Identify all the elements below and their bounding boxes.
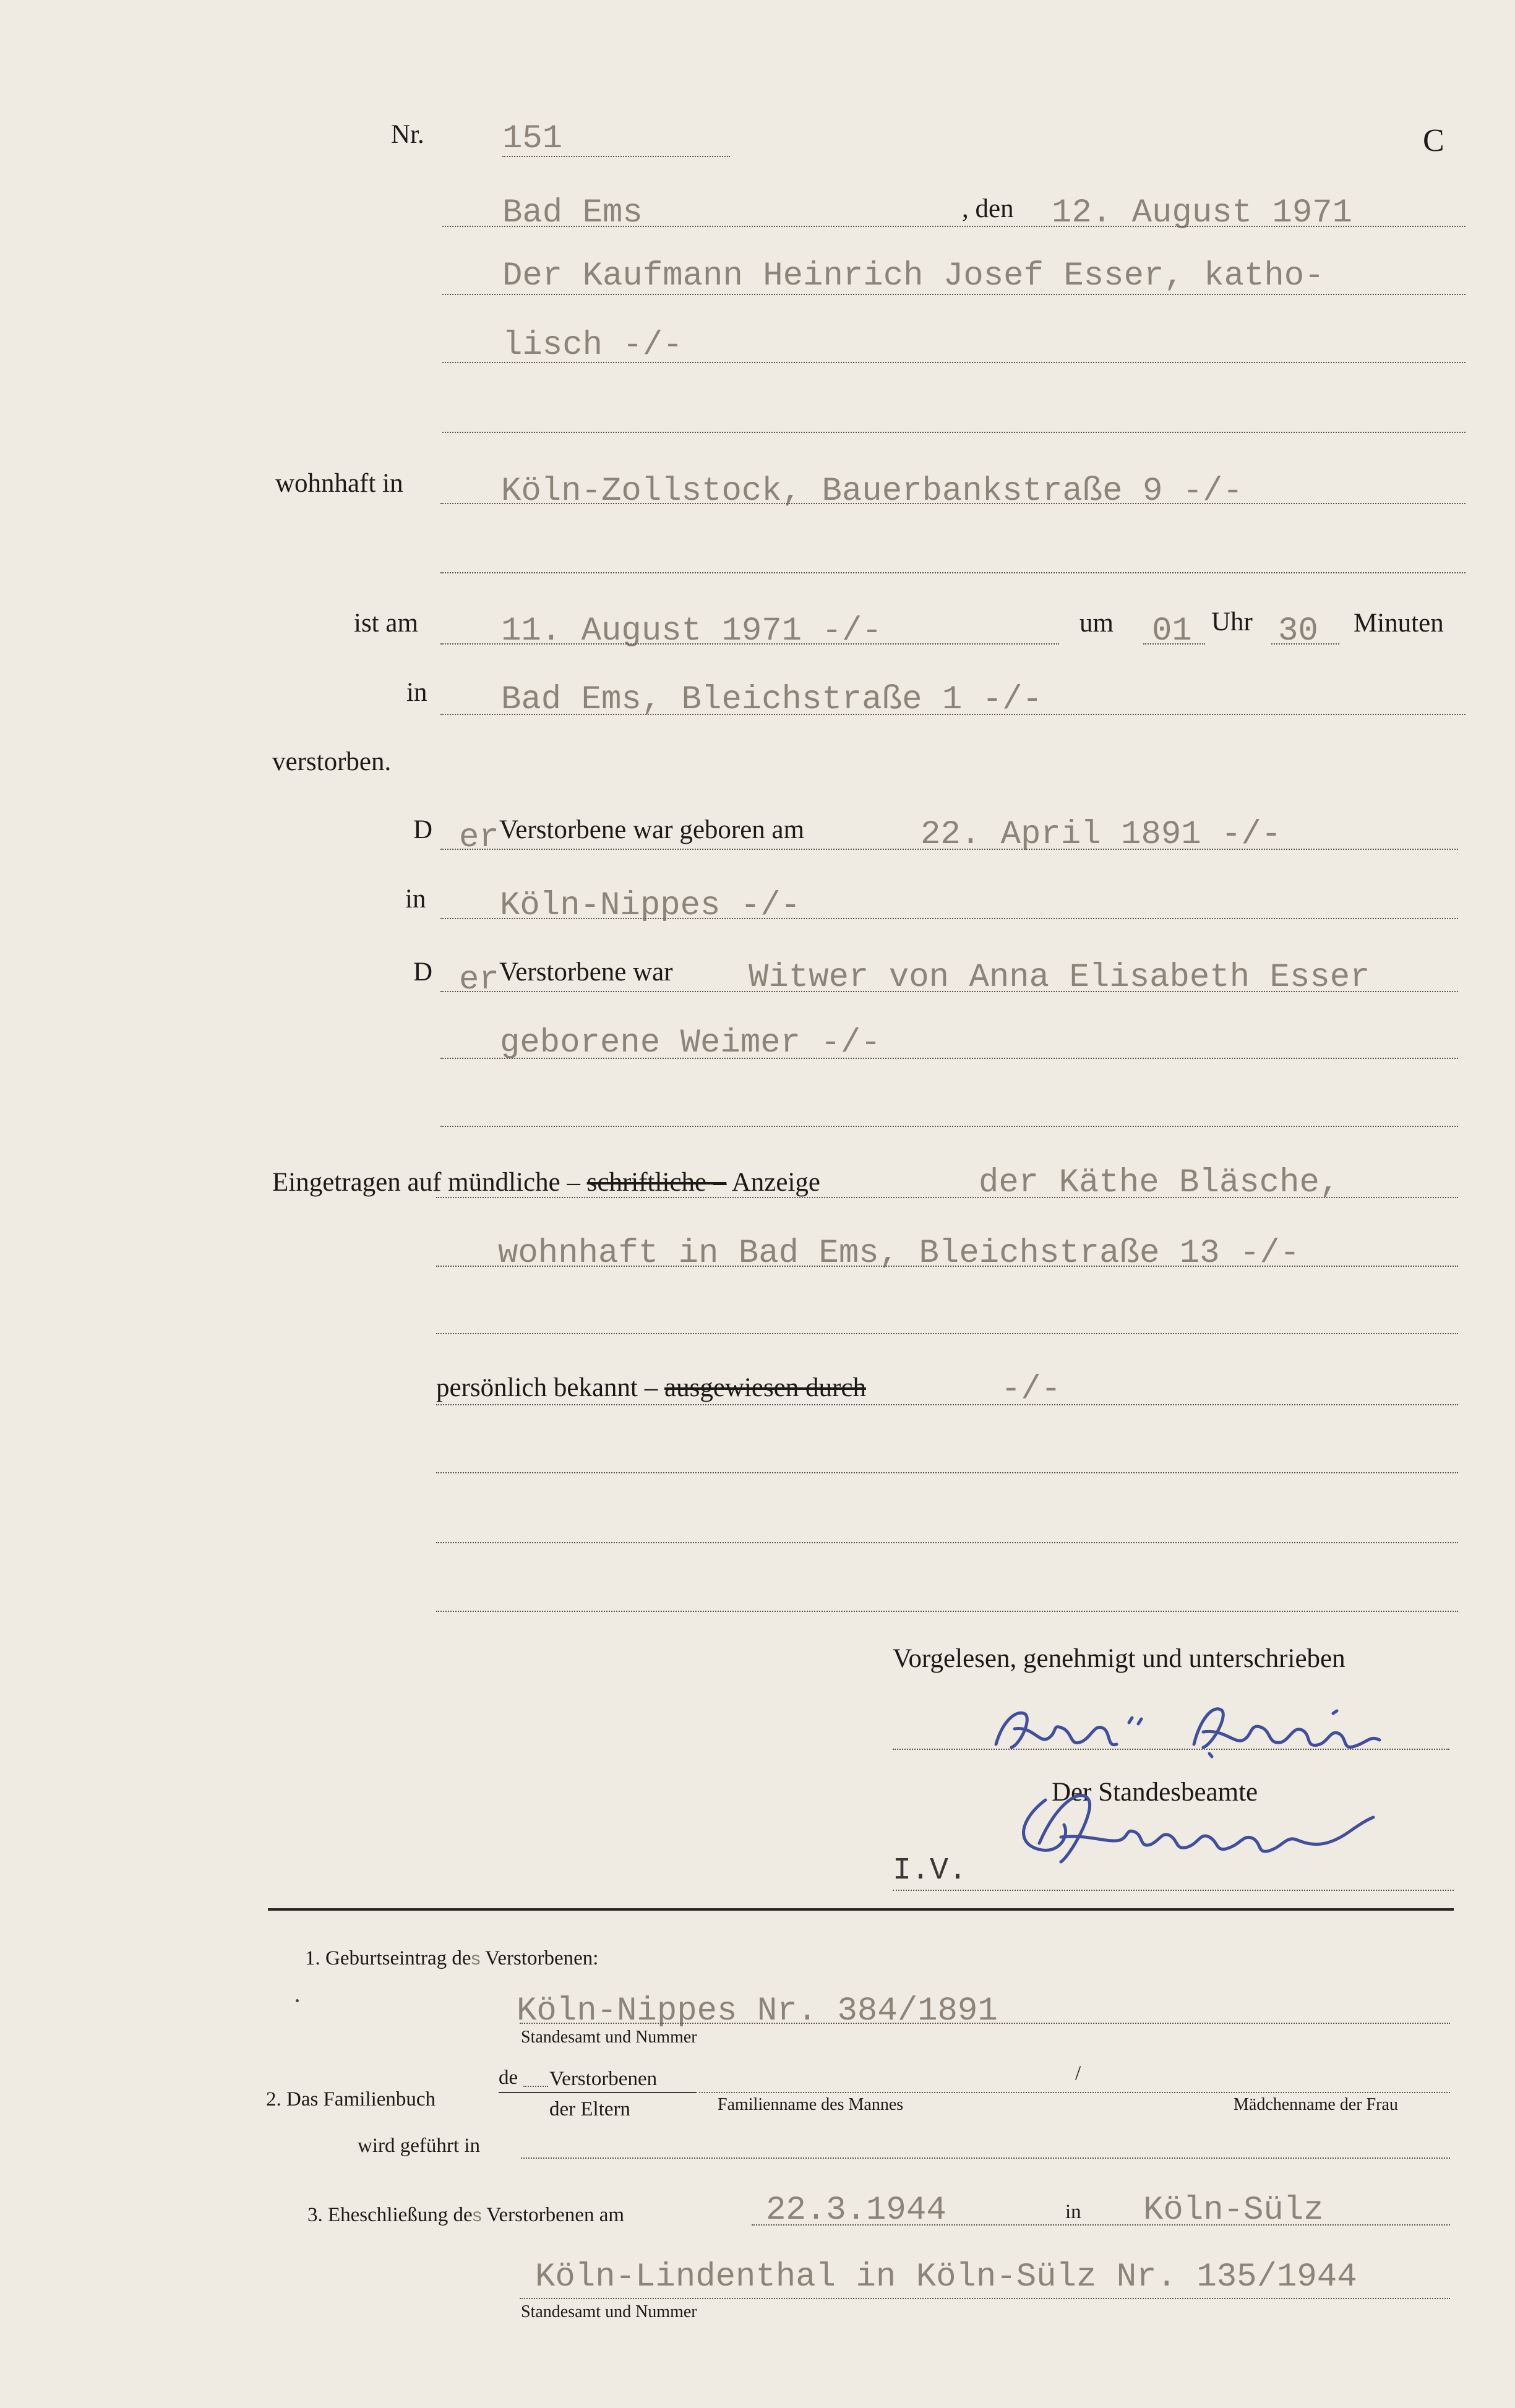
registration-rule-3 [436,1333,1458,1334]
nr-label: Nr. [391,120,424,149]
death-in-label: in [406,678,427,707]
um-label: um [1079,609,1114,638]
footer-item-2-ending-rule [523,2086,548,2087]
person-line-1: Der Kaufmann Heinrich Josef Esser, katho- [502,257,1324,295]
birth-ending: er [459,819,499,857]
marital-line-1: Witwer von Anna Elisabeth Esser [749,959,1370,996]
footer-item-3-place: Köln-Sülz [1143,2192,1324,2229]
identity-rule-2 [436,1472,1458,1473]
footer-item-3-caption: Standesamt und Nummer [521,2302,697,2321]
birth-place: Köln-Nippes -/- [500,887,801,925]
footer-item-2-frau-caption: Mädchenname der Frau [1234,2095,1398,2114]
identity-rule-4 [436,1611,1458,1612]
identity-rule-3 [436,1542,1458,1543]
footer-item-3-in: in [1065,2201,1081,2223]
footer-item-3-rule [752,2224,1450,2226]
registration-label [272,1169,820,1196]
birth-place-rule [440,918,1458,919]
footer-item-1-label-a: 1. Geburtseintrag de [305,1947,471,1969]
footer-item-1-label-b: Verstorbenen: [485,1947,599,1969]
marital-line-2-rule [440,1058,1458,1059]
marital-label: Verstorbene war [499,958,673,987]
declarant-signature-rule [893,1749,1449,1750]
section-separator [268,1908,1454,1911]
footer-item-2-de: de [499,2067,518,2089]
footer-item-2-der-eltern: der Eltern [549,2098,631,2120]
identity-label-struck: ausgewiesen durch [664,1373,866,1402]
death-date-label: ist am [354,609,418,638]
minuten-label: Minuten [1354,609,1444,638]
death-date-rule [440,643,1059,645]
closing-text: Vorgelesen, genehmigt und unterschrieben [893,1644,1345,1673]
footer-item-3-date: 22.3.1944 [766,2192,946,2229]
nr-value: 151 [502,120,563,158]
birth-d-label: D [413,815,433,844]
identity-value: -/- [1001,1371,1062,1408]
uhr-label: Uhr [1211,607,1253,636]
person-line-2-rule [442,362,1466,363]
residence-label: wohnhaft in [275,469,403,498]
registration-label-b: Anzeige [731,1168,820,1197]
marital-ending: er [459,961,499,999]
footer-item-1-rule [520,2023,1450,2024]
death-minute: 30 [1278,612,1318,650]
person-line-1-rule [442,294,1466,295]
footer-item-2-slash: / [1075,2062,1081,2085]
registration-rule-2 [436,1266,1458,1267]
footer-item-3-office: Köln-Lindenthal in Köln-Sülz Nr. 135/1944 [535,2258,1357,2296]
identity-label-a: persönlich bekannt – [436,1373,658,1402]
death-hour: 01 [1152,612,1192,650]
death-place-value: Bad Ems, Bleichstraße 1 -/- [501,681,1042,719]
registration-label-struck: schriftliche – [586,1168,727,1197]
footer-item-1-value: Köln-Nippes Nr. 384/1891 [517,1992,998,2030]
footer-item-2-gefuehrt: wird geführt in [358,2135,480,2157]
footer-item-2-mannes-caption: Familienname des Mannes [718,2095,904,2114]
birth-in-label: in [405,885,426,914]
birth-label: Verstorbene war geboren am [499,815,805,844]
birth-date-rule [440,849,1458,850]
footer-item-3-label-b: Verstorbenen am [486,2204,625,2226]
registration-rule-1 [436,1197,1458,1198]
footer-item-1-label [305,1948,598,1969]
marital-line-3-rule [440,1126,1458,1127]
nr-line [502,156,730,157]
registrar-signature [1002,1775,1386,1887]
identity-label [436,1374,866,1401]
death-hour-rule [1143,643,1205,645]
registration-value-2: wohnhaft in Bad Ems, Bleichstraße 13 -/- [498,1235,1300,1272]
identity-rule-1 [436,1404,1458,1405]
registrar-label: Der Standesbeamte [1052,1778,1258,1807]
marital-d-label: D [413,958,433,987]
footer-item-2-label: 2. Das Familienbuch [266,2088,436,2110]
declarant-signature [990,1686,1410,1778]
death-minute-rule [1271,643,1339,645]
footer-item-3-office-rule [520,2298,1450,2299]
footer-item-2-name-rule [699,2092,1450,2093]
person-line-3-rule [442,432,1466,433]
registration-value-1: der Käthe Bläsche, [979,1164,1340,1202]
place-date-line [442,226,1466,227]
verstorben-label: verstorben. [272,747,392,776]
birth-date: 22. April 1891 -/- [921,816,1282,854]
person-line-2: lisch -/- [502,327,683,364]
place-value: Bad Ems [502,194,643,232]
footer-item-2-fraction-bar [499,2092,697,2093]
series-letter: C [1423,123,1444,158]
footer-item-3-ending: s [472,2205,482,2226]
residence-rule-2 [440,572,1466,573]
footer-item-1-ending: s [471,1948,481,1969]
footer-item-3-label-a: 3. Eheschließung de [307,2204,473,2226]
footer-item-3-label [307,2205,624,2226]
marital-line-1-rule [440,991,1458,992]
den-label: , den [962,194,1014,223]
iv-label: I.V. [893,1853,968,1888]
footer-item-2-verstorbenen: Verstorbenen [549,2068,658,2090]
death-place-rule [440,714,1466,715]
death-date-value: 11. August 1971 -/- [501,612,882,650]
registrar-signature-rule [893,1890,1454,1891]
registration-label-a: Eingetragen auf mündliche – [272,1168,580,1197]
marital-line-2: geborene Weimer -/- [500,1024,881,1062]
footer-item-1-caption: Standesamt und Nummer [521,2028,697,2047]
date-value: 12. August 1971 [1052,194,1353,232]
footer-item-2-gefuehrt-rule [521,2157,1450,2159]
residence-value: Köln-Zollstock, Bauerbankstraße 9 -/- [501,473,1243,510]
residence-rule [440,503,1466,504]
ink-speck [296,1999,299,2002]
